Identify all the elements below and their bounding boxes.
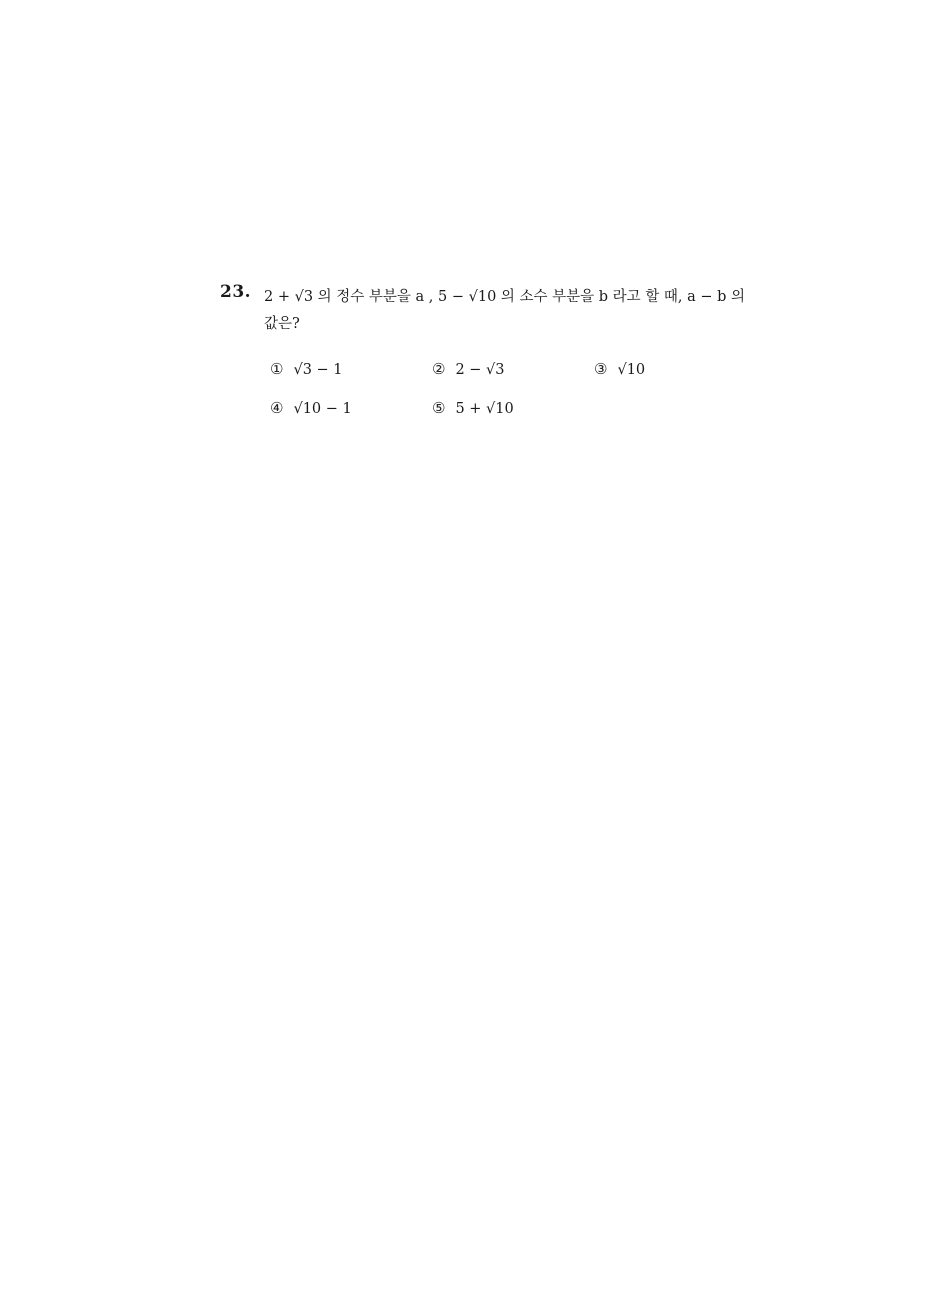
choice-5[interactable] (432, 399, 514, 417)
choice-2-text: 2 − √3 (455, 362, 505, 378)
choice-1[interactable] (270, 360, 343, 378)
choice-3-marker: ③ (594, 360, 608, 378)
choice-2[interactable] (432, 360, 505, 378)
choice-3-text: √10 (617, 362, 646, 378)
choice-1-text: √3 − 1 (293, 362, 343, 378)
problem-stem (264, 284, 764, 338)
choice-1-marker: ① (270, 360, 284, 378)
choice-5-text: 5 + √10 (455, 401, 514, 417)
choice-4-text: √10 − 1 (293, 401, 352, 417)
problem-stem-line-1: 2 + √3 의 정수 부분을 a , 5 − √10 의 소수 부분을 b 라고 할 때, a − b 의 (264, 289, 746, 305)
problem-stem-line-2: 값은? (264, 316, 300, 332)
choice-4-marker: ④ (270, 399, 284, 417)
answer-choices (270, 360, 750, 430)
choice-4[interactable] (270, 399, 352, 417)
choice-2-marker: ② (432, 360, 446, 378)
choice-3[interactable] (594, 360, 645, 378)
problem-number: 23. (220, 282, 252, 302)
choice-5-marker: ⑤ (432, 399, 446, 417)
